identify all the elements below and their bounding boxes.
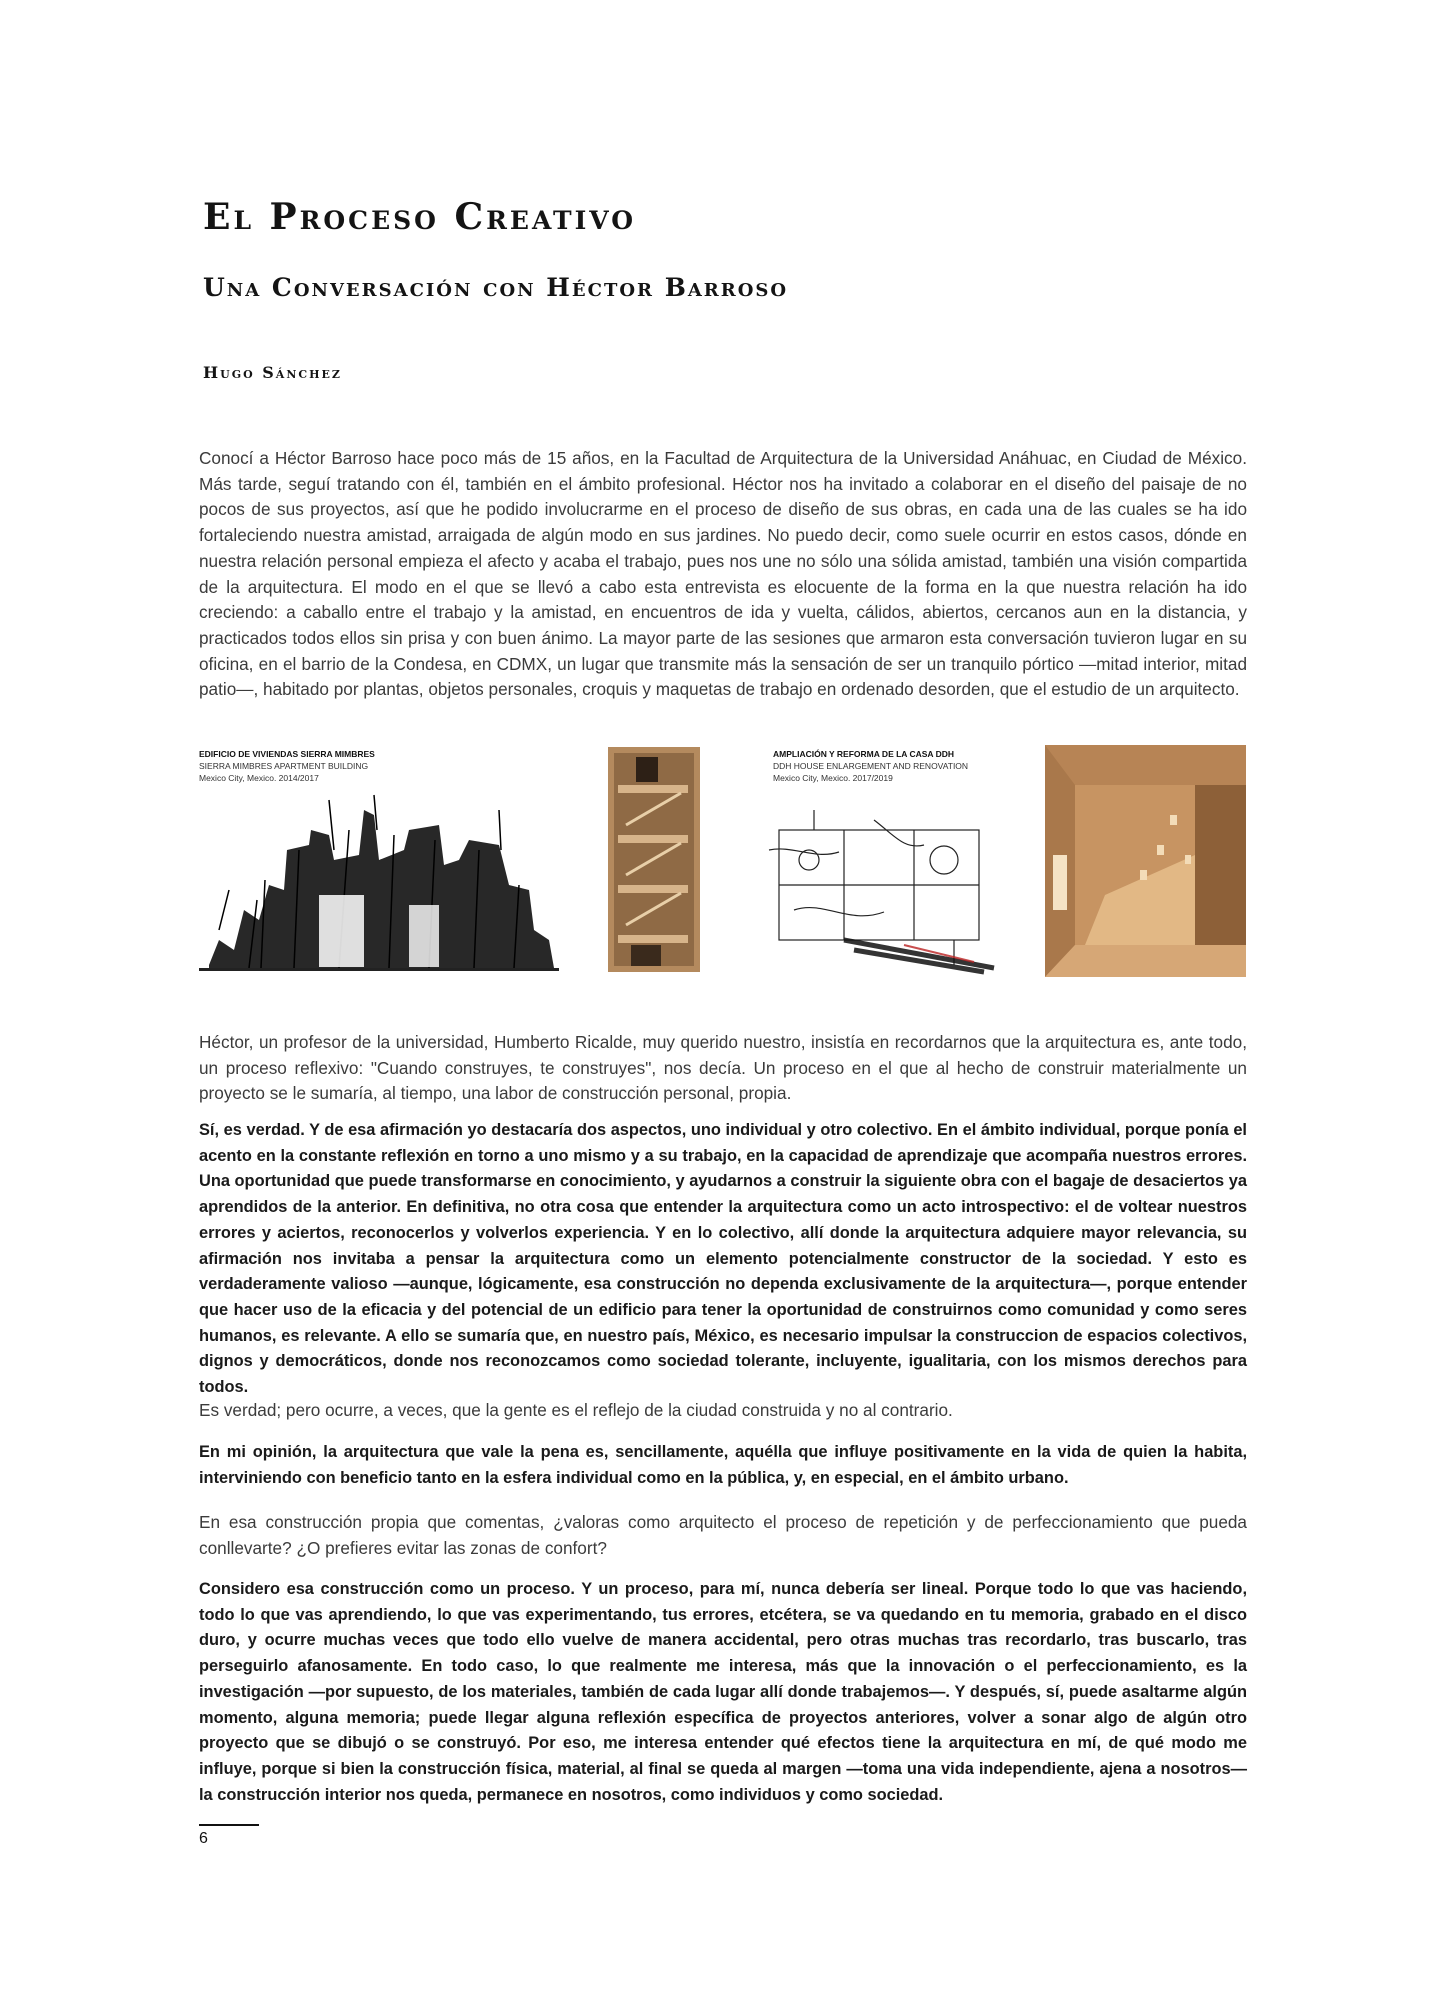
answer-3: Considero esa construcción como un proceso. Y un proceso, para mí, nunca debería ser lineal. Porque todo lo que vas haciendo, todo lo que vas aprendiendo, lo que vas experimentando, tus errores, etcétera, se va quedando en tu memoria, grabado en el disco duro, y ocurre muchas veces que todo ello vuelve de manera accidental, pero otras muchas tras recordarlo, tras buscarlo, tras perseguirlo afanosamente. En todo caso, lo que realmente me interesa, más que la innovación o el perfeccionamiento, es la investigación —por supuesto, de los materiales, también de cada lugar allí donde trabajemos—. Y después, sí, puede asaltarme algún momento, alguna memoria; puede llegar alguna reflexión específica de proyectos anteriores, volver a sonar algo de algún otro proyecto que se dibujó o se construyó. Por eso, me interesa entender qué efectos tiene la arquitectura en mí, de qué modo me influye, porque si bien la construcción física, material, al final se queda al margen —toma una vida independiente, ajena a nosotros— la construcción interior nos queda, permanece en nosotros, como individuos y como sociedad. (199, 1580, 1247, 1804)
article-subtitle: Una Conversación con Héctor Barroso (203, 273, 789, 302)
caption-place: Mexico City, Mexico. 2014/2017 (199, 773, 319, 783)
caption-place: Mexico City, Mexico. 2017/2019 (773, 773, 893, 783)
sierra-mimbres-sketch (199, 790, 559, 977)
page-number: 6 (199, 1830, 208, 1847)
caption-sierra-mimbres (199, 748, 375, 784)
caption-title: AMPLIACIÓN Y REFORMA DE LA CASA DDH (773, 749, 955, 759)
projects-figure (199, 745, 1246, 977)
caption-title: EDIFICIO DE VIVIENDAS SIERRA MIMBRES (199, 749, 375, 759)
answer-1: Sí, es verdad. Y de esa afirmación yo destacaría dos aspectos, uno individual y otro colectivo. En el ámbito individual, porque ponía el acento en la constante reflexión en torno a uno mismo y a su trabajo, en la capacidad de aprendizaje que acompaña nuestros errores. Una oportunidad que puede transformarse en conocimiento, y ayudarnos a construir la siguiente obra con el bagaje de desaciertos ya aprendidos de la anterior. En definitiva, no otra cosa que entender la arquitectura como un acto introspectivo: el de voltear nuestros errores y aciertos, reconocerlos y volverlos experiencia. Y en lo colectivo, allí donde la arquitectura adquiere mayor relevancia, su afirmación nos invitaba a pensar la arquitectura como un elemento potencialmente constructor de la sociedad. Y esto es verdaderamente valioso —aunque, lógicamente, esa construcción no dependa exclusivamente de la arquitectura—, porque entender que hacer uso de la eficacia y del potencial de un edificio para tener la oportunidad de construirnos como comunidad y como seres humanos, es relevante. A ello se sumaría que, en nuestro país, México, es necesario impulsar la construccion de espacios colectivos, dignos y democráticos, donde nos reconozcamos como sociedad tolerante, incluyente, igualitaria, con los mismos derechos para todos. (199, 1121, 1247, 1397)
intro-paragraph: Conocí a Héctor Barroso hace poco más de 15 años, en la Facultad de Arquitectura de la Universidad Anáhuac, en Ciudad de México. Más tarde, seguí tratando con él, también en el ámbito profesional. Héctor nos ha invitado a colaborar en el diseño del paisaje de no pocos de sus proyectos, así que he podido involucrarme en el proceso de diseño de sus obras, en cada una de las cuales se ha ido fortaleciendo nuestra amistad, arraigada de algún modo en sus jardines. No puedo decir, como suele ocurrir en estos casos, dónde en nuestra relación personal empieza el afecto y acaba el trabajo, pues nos une no sólo una sólida amistad, también una visión compartida de la arquitectura. El modo en el que se llevó a cabo esta entrevista es elocuente de la forma en la que nuestra relación ha ido creciendo: a caballo entre el trabajo y la amistad, en encuentros de ida y vuelta, cálidos, abiertos, cercanos aun en la distancia, y practicados todos ellos sin prisa y con buen ánimo. La mayor parte de las sesiones que armaron esta conversación tuvieron lugar en su oficina, en el barrio de la Condesa, en CDMX, un lugar que transmite más la sensación de ser un tranquilo pórtico —mitad interior, mitad patio—, habitado por plantas, objetos personales, croquis y maquetas de trabajo en ordenado desorden, que el estudio de un arquitecto. (199, 448, 1247, 700)
footer-rule (199, 1824, 259, 1826)
question-2: Es verdad; pero ocurre, a veces, que la gente es el reflejo de la ciudad construida y no al contrario. (199, 1400, 953, 1420)
casa-ddh-interior-photo (1045, 745, 1246, 977)
question-1: Héctor, un profesor de la universidad, Humberto Ricalde, muy querido nuestro, insistía en recordarnos que la arquitectura es, ante todo, un proceso reflexivo: "Cuando construyes, te construyes", nos decía. Un proceso en el que al hecho de construir materialmente un proyecto se le sumaría, al tiempo, una labor de construcción personal, propia. (199, 1032, 1247, 1104)
caption-casa-ddh (773, 748, 968, 784)
casa-ddh-plan-sketch (754, 790, 1009, 977)
answer-2: En mi opinión, la arquitectura que vale la pena es, sencillamente, aquélla que influye positivamente en la vida de quien la habita, interviniendo con beneficio tanto en la esfera individual como en la pública, y, en especial, en el ámbito urbano. (199, 1443, 1247, 1487)
article-author: Hugo Sánchez (203, 363, 342, 382)
article-title: El Proceso Creativo (203, 196, 637, 238)
sierra-mimbres-model (596, 745, 721, 977)
caption-english: SIERRA MIMBRES APARTMENT BUILDING (199, 761, 369, 771)
caption-english: DDH HOUSE ENLARGEMENT AND RENOVATION (773, 761, 969, 771)
question-3: En esa construcción propia que comentas, ¿valoras como arquitecto el proceso de repetición y de perfeccionamiento que pueda conllevarte? ¿O prefieres evitar las zonas de confort? (199, 1512, 1247, 1558)
